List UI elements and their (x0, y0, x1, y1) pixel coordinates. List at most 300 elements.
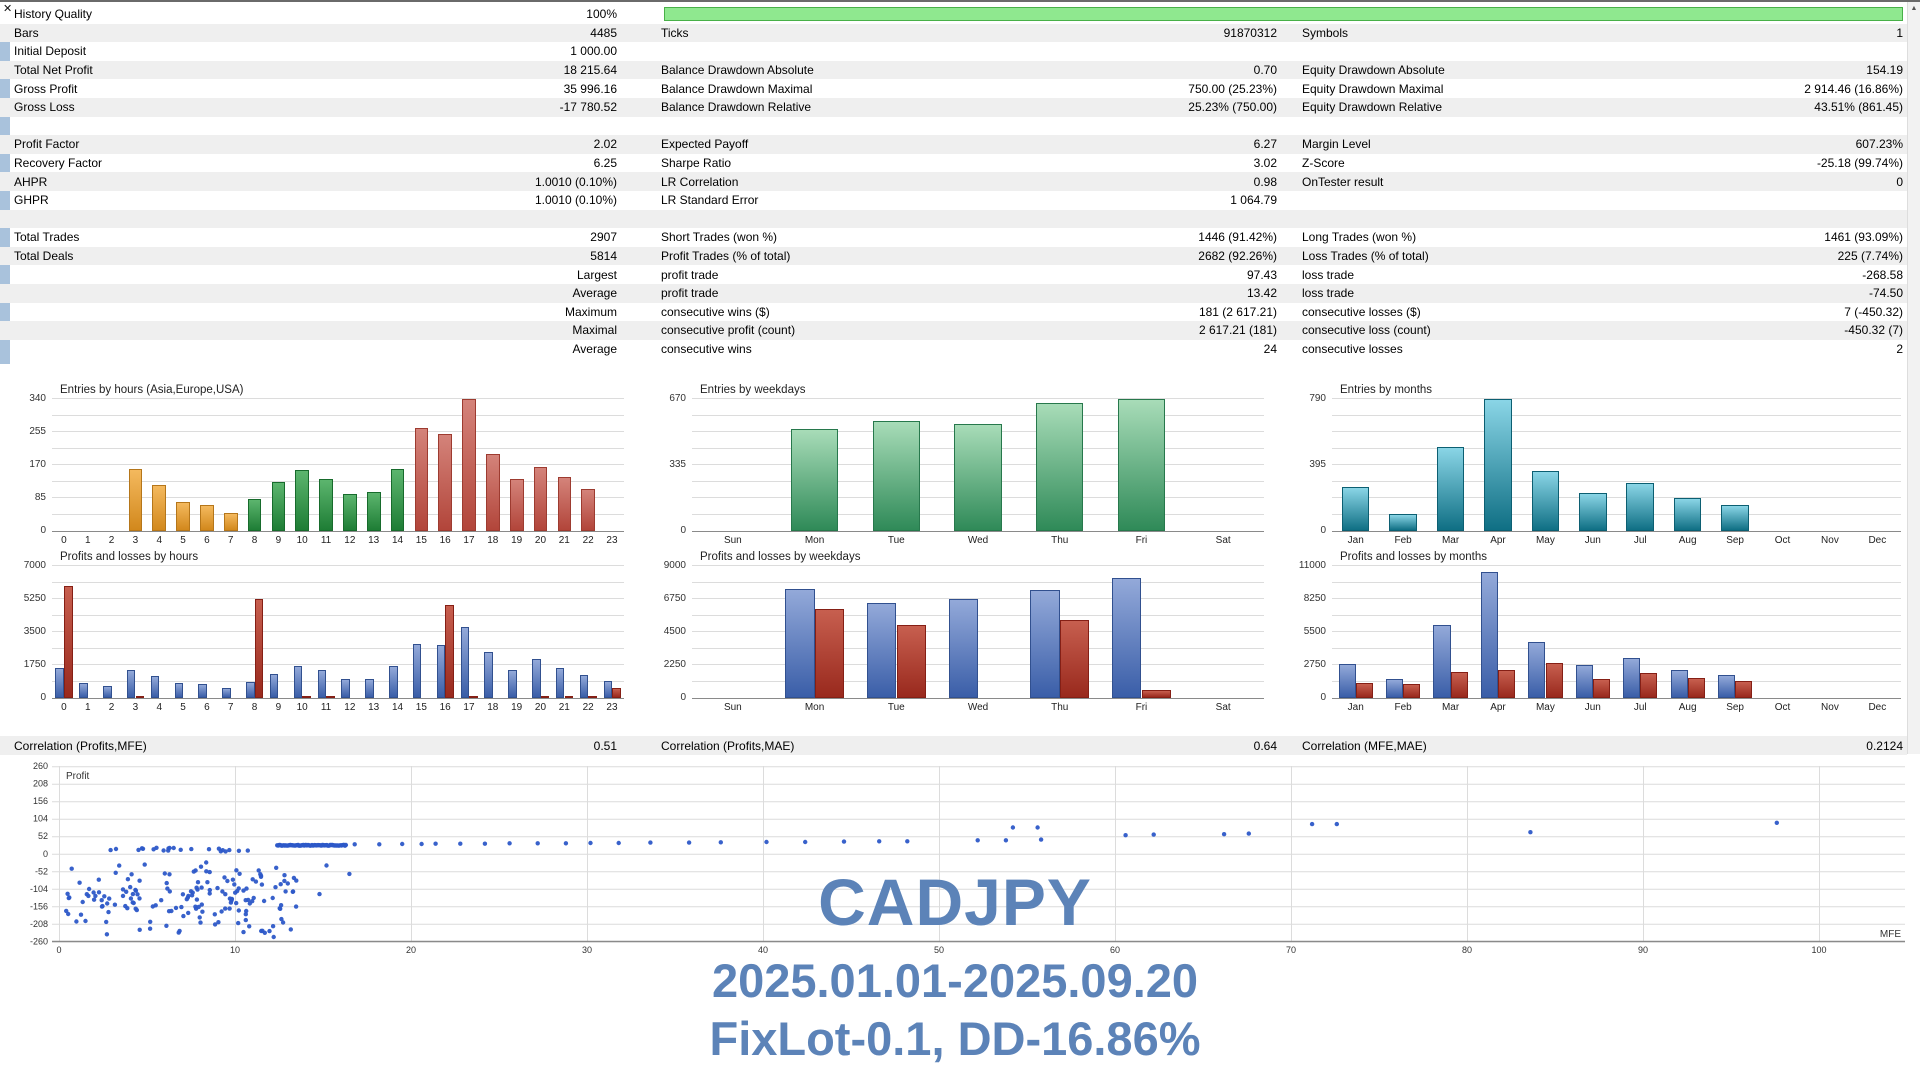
x-tick-label: 7 (227, 535, 234, 546)
x-tick-label: 20 (405, 945, 417, 955)
y-tick-label: -52 (34, 866, 48, 877)
scatter-point (161, 848, 165, 852)
table-row (0, 303, 1907, 322)
stat-label: profit trade (661, 286, 719, 301)
y-tick-label: 255 (29, 426, 46, 437)
chart-profits-losses-by-hours (8, 552, 630, 718)
x-tick-label: Fri (1135, 535, 1148, 546)
stat-cell (640, 100, 1280, 114)
bar-Feb (1386, 679, 1403, 698)
table-row (0, 154, 1907, 173)
scatter-point (246, 848, 250, 852)
stat-cell (0, 342, 640, 356)
x-tick-label: Thu (1051, 535, 1069, 546)
bar-16 (437, 645, 446, 698)
x-tick-label: 8 (251, 535, 258, 546)
stat-value: 181 (2 617.21) (1198, 304, 1277, 319)
x-tick-label: 60 (1109, 945, 1121, 955)
x-tick-label: 2 (108, 535, 115, 546)
bar-Fri (1112, 578, 1141, 698)
scatter-point (842, 839, 846, 843)
stat-value: 225 (7.74%) (1837, 249, 1903, 264)
bar-15 (413, 644, 422, 698)
scatter-point (353, 842, 357, 846)
stat-label: OnTester result (1302, 174, 1384, 189)
stat-label: Total Deals (14, 249, 74, 264)
stat-cell (0, 268, 640, 282)
stat-cell (640, 82, 1280, 96)
y-tick-label: 0 (1320, 692, 1326, 703)
x-tick-label: Nov (1821, 535, 1839, 546)
bar-2 (103, 686, 112, 698)
scatter-point (976, 838, 980, 842)
x-tick-label: Oct (1774, 702, 1791, 713)
x-tick-label: 3 (132, 702, 139, 713)
bar-Aug (1671, 670, 1688, 698)
stat-cell (640, 268, 1280, 282)
stat-value: 13.42 (1246, 286, 1277, 301)
y-tick-label: 7000 (23, 560, 46, 571)
stat-label: Recovery Factor (14, 156, 103, 171)
stat-value: 3.02 (1253, 156, 1277, 171)
y-tick-label: 260 (32, 761, 48, 772)
x-tick-label: 9 (275, 702, 282, 713)
scatter-point (1528, 830, 1532, 834)
bar-Jan (1356, 683, 1373, 698)
bar-21 (556, 668, 565, 698)
stat-label: Balance Drawdown Relative (661, 100, 812, 115)
x-tick-label: Feb (1394, 702, 1412, 713)
x-tick-label: 20 (534, 702, 547, 713)
x-tick-label: 30 (581, 945, 593, 955)
stat-cell (1280, 156, 1907, 170)
stat-label: Loss Trades (% of total) (1302, 249, 1429, 264)
scatter-point (237, 849, 241, 853)
close-icon[interactable]: ✕ (3, 3, 13, 15)
bar-3 (129, 469, 143, 531)
gridline (52, 398, 624, 399)
y-tick-label: 670 (669, 393, 686, 404)
chart-title: Entries by hours (Asia,Europe,USA) (60, 384, 244, 396)
x-tick-label: Sun (723, 535, 742, 546)
stat-value: -450.32 (7) (1844, 323, 1903, 338)
gridline (1332, 582, 1901, 583)
stat-value: -25.18 (99.74%) (1816, 156, 1903, 171)
bar-20 (541, 696, 550, 698)
bar-Mon (785, 589, 814, 698)
x-tick-label: 100 (1811, 945, 1827, 955)
stat-label: Equity Drawdown Maximal (1302, 81, 1444, 96)
y-tick-label: 9000 (663, 560, 686, 571)
bar-Sep (1718, 675, 1735, 698)
bar-11 (318, 670, 327, 698)
bar-Wed (954, 424, 1001, 531)
x-tick-label: Sat (1215, 535, 1231, 546)
stat-label: Gross Profit (14, 81, 78, 96)
bar-23 (612, 688, 621, 698)
chart-plot (1332, 566, 1901, 699)
gridline (692, 598, 1264, 599)
scatter-point (344, 843, 348, 847)
y-axis-labels (1288, 393, 1328, 536)
gridline (52, 448, 624, 449)
x-tick-label: 90 (1637, 945, 1649, 955)
stat-value: 18 215.64 (563, 63, 617, 78)
gridline (1332, 497, 1901, 498)
x-tick-label: 15 (415, 535, 427, 546)
y-axis-title: Profit (66, 771, 90, 782)
bar-Jul (1626, 483, 1654, 531)
bar-4 (152, 485, 166, 531)
bar-7 (222, 688, 231, 698)
bar-Jan (1339, 664, 1356, 698)
bar-11 (319, 479, 333, 531)
y-tick-label: 2250 (663, 659, 686, 670)
x-tick-label: 11 (320, 702, 332, 713)
bar-Jun (1593, 679, 1610, 698)
stat-cell (1280, 323, 1907, 337)
y-tick-label: 2750 (1303, 659, 1326, 670)
bar-Tue (897, 625, 926, 698)
correlation-profits-mfe-label: Correlation (Profits,MFE) (14, 738, 147, 753)
stat-value: 25.23% (750.00) (1188, 100, 1277, 115)
x-tick-label: Sat (1215, 702, 1231, 713)
bar-16 (445, 605, 454, 698)
scatter-point (141, 847, 145, 851)
stat-cell (0, 193, 640, 207)
x-tick-label: Sep (1726, 702, 1744, 713)
scatter-point (433, 842, 437, 846)
stat-value: 35 996.16 (563, 81, 617, 96)
table-row (0, 228, 1907, 247)
bar-8 (255, 599, 264, 698)
y-tick-label: 0 (1320, 525, 1326, 536)
chart-title: Entries by months (1340, 384, 1433, 396)
x-tick-label: Jul (1633, 535, 1647, 546)
table-row (0, 247, 1907, 266)
y-tick-label: -156 (29, 901, 48, 912)
bar-Tue (867, 603, 896, 698)
stat-label: Ticks (661, 25, 689, 40)
table-row (0, 79, 1907, 98)
bar-14 (391, 469, 405, 531)
stat-value: 100% (586, 7, 617, 22)
y-tick-label: 790 (1309, 393, 1326, 404)
stat-label: Profit Factor (14, 137, 80, 152)
x-tick-label: 14 (391, 535, 404, 546)
chart-profits-losses-by-months (1288, 552, 1907, 718)
bar-15 (415, 428, 429, 531)
table-row (0, 340, 1907, 359)
stat-cell (640, 26, 1280, 40)
x-tick-label: Fri (1135, 702, 1148, 713)
chart-title: Entries by weekdays (700, 384, 806, 396)
x-tick-label: Aug (1678, 702, 1697, 713)
x-tick-label: 15 (415, 702, 427, 713)
y-tick-label: -208 (29, 918, 48, 929)
stat-value: 43.51% (861.45) (1814, 100, 1903, 115)
bar-Apr (1481, 572, 1498, 698)
stat-value: 2 (1896, 341, 1903, 356)
x-tick-label: 1 (84, 535, 91, 546)
history-quality-progressbar (664, 7, 1903, 21)
overlay-settings: FixLot-0.1, DD-16.86% (709, 1012, 1201, 1065)
x-tick-label: 5 (180, 535, 186, 546)
x-tick-label: 40 (757, 945, 769, 955)
stat-label: loss trade (1302, 267, 1355, 282)
x-tick-label: Jul (1633, 702, 1647, 713)
x-tick-label: 20 (534, 535, 547, 546)
x-tick-label: 13 (368, 702, 380, 713)
bar-13 (367, 492, 381, 531)
stat-cell (0, 323, 640, 337)
bar-Jul (1623, 658, 1640, 698)
x-axis-title: MFE (1879, 929, 1901, 940)
gridline (692, 631, 1264, 632)
scatter-point (764, 840, 768, 844)
bar-22 (581, 489, 595, 531)
x-tick-label: Apr (1490, 535, 1506, 546)
x-tick-label: 23 (606, 702, 618, 713)
bar-Jun (1579, 493, 1607, 531)
scatter-point (1310, 822, 1314, 826)
table-row (0, 61, 1907, 80)
x-tick-label: 0 (56, 945, 62, 955)
x-tick-label: 14 (391, 702, 404, 713)
gridline (52, 598, 624, 599)
y-tick-label: -260 (29, 936, 48, 947)
scatter-point (189, 847, 193, 851)
stat-label: History Quality (14, 7, 93, 22)
stat-value: 750.00 (25.23%) (1188, 81, 1277, 96)
x-axis-labels (1332, 535, 1901, 546)
y-axis-labels (648, 560, 688, 703)
table-row (0, 265, 1907, 284)
chart-title: Profits and losses by hours (60, 551, 199, 563)
stat-label: profit trade (661, 267, 719, 282)
y-axis-labels (648, 393, 688, 536)
scatter-point (1123, 833, 1127, 837)
scatter-point (1247, 831, 1251, 835)
stat-value: 154.19 (1866, 63, 1903, 78)
gridline (52, 431, 624, 432)
stat-cell (1280, 342, 1907, 356)
bar-Thu (1036, 403, 1083, 531)
stat-label: Balance Drawdown Maximal (661, 81, 813, 96)
x-tick-label: Feb (1394, 535, 1412, 546)
stat-label: consecutive wins ($) (661, 304, 770, 319)
bar-22 (588, 696, 597, 698)
scatter-point (377, 842, 381, 846)
x-axis-labels (52, 702, 624, 713)
bar-17 (461, 627, 470, 698)
bar-9 (270, 674, 279, 698)
scatter-point (1222, 832, 1226, 836)
table-row (0, 135, 1907, 154)
scatter-point (1152, 832, 1156, 836)
x-tick-label: 22 (582, 535, 594, 546)
x-tick-label: 19 (511, 702, 523, 713)
x-axis-labels (1332, 702, 1901, 713)
gridline (692, 582, 1264, 583)
stat-label: Total Net Profit (14, 63, 93, 78)
stat-label: Sharpe Ratio (661, 156, 732, 171)
scatter-point (136, 848, 140, 852)
bar-8 (248, 499, 262, 531)
scatter-point (172, 846, 176, 850)
table-row (0, 284, 1907, 303)
y-tick-label: 3500 (23, 626, 46, 637)
scatter-point (207, 847, 211, 851)
y-tick-label: 0 (40, 692, 46, 703)
stat-value: 5814 (590, 249, 617, 264)
gridline (52, 415, 624, 416)
stat-value: -74.50 (1868, 286, 1903, 301)
x-tick-label: 9 (275, 535, 282, 546)
x-tick-label: 2 (108, 702, 115, 713)
gridline (692, 415, 1264, 416)
y-tick-label: 335 (669, 459, 686, 470)
x-tick-label: May (1535, 702, 1555, 713)
bar-Sep (1721, 505, 1749, 531)
stat-cell (640, 323, 1280, 337)
gridline (52, 615, 624, 616)
x-tick-label: Dec (1868, 702, 1887, 713)
stat-label: Short Trades (won %) (661, 230, 778, 245)
stat-cell (640, 249, 1280, 263)
stat-value: Maximal (572, 323, 617, 338)
y-tick-label: 0 (680, 525, 686, 536)
x-tick-label: 0 (61, 702, 67, 713)
x-tick-label: 12 (344, 535, 356, 546)
bar-0 (55, 668, 64, 698)
y-tick-label: 0 (680, 692, 686, 703)
scatter-point (507, 841, 511, 845)
x-tick-label: Sep (1726, 535, 1744, 546)
table-row (0, 98, 1907, 117)
gridline (52, 464, 624, 465)
stat-label: Gross Loss (14, 100, 75, 115)
stat-label: Profit Trades (% of total) (661, 249, 791, 264)
bar-10 (302, 696, 311, 698)
gridline (1332, 464, 1901, 465)
bar-Thu (1030, 590, 1059, 698)
x-tick-label: Mar (1441, 535, 1460, 546)
stat-value: 7 (-450.32) (1844, 304, 1903, 319)
stat-label: Initial Deposit (14, 44, 87, 59)
scroll-up-icon[interactable]: ▲ (1910, 5, 1918, 12)
x-tick-label: 3 (132, 535, 139, 546)
stat-value: 4485 (590, 25, 617, 40)
x-tick-label: Dec (1868, 535, 1887, 546)
overlay-symbol: CADJPY (818, 865, 1092, 939)
x-tick-label: 23 (606, 535, 618, 546)
stat-cell (1280, 63, 1907, 77)
stat-value: 6.27 (1253, 137, 1277, 152)
stat-label: consecutive profit (count) (661, 323, 796, 338)
stat-label: Symbols (1302, 25, 1349, 40)
scatter-point (166, 846, 170, 850)
chart-title: Profits and losses by months (1340, 551, 1488, 563)
bar-May (1532, 471, 1560, 531)
stat-cell (0, 249, 640, 263)
stat-value: 97.43 (1246, 267, 1277, 282)
y-tick-label: 0 (40, 525, 46, 536)
x-tick-label: 12 (344, 702, 356, 713)
x-tick-label: Aug (1678, 535, 1697, 546)
gridline (692, 615, 1264, 616)
stat-label: consecutive losses ($) (1302, 304, 1421, 319)
x-tick-label: Jan (1347, 702, 1364, 713)
bar-13 (365, 679, 374, 698)
stat-cell (640, 305, 1280, 319)
bar-10 (294, 666, 303, 698)
stat-cell (1280, 26, 1907, 40)
stat-cell (0, 137, 640, 151)
stat-value: 0 (1896, 174, 1903, 189)
bar-12 (341, 679, 350, 698)
stat-label: Z-Score (1302, 156, 1345, 171)
table-row (0, 42, 1907, 61)
gridline (1332, 514, 1901, 515)
x-tick-label: Wed (967, 702, 989, 713)
gridline (692, 565, 1264, 566)
stat-cell (1280, 137, 1907, 151)
stat-label: LR Correlation (661, 174, 739, 189)
stat-label: LR Standard Error (661, 193, 759, 208)
bar-12 (343, 494, 357, 531)
gridline (52, 648, 624, 649)
x-tick-label: 4 (156, 702, 162, 713)
bar-Feb (1403, 684, 1420, 698)
stat-cell (640, 342, 1280, 356)
scatter-point (219, 849, 223, 853)
x-tick-label: 21 (558, 702, 570, 713)
bar-21 (558, 477, 572, 531)
stat-cell (1280, 100, 1907, 114)
bar-Mon (815, 609, 844, 698)
x-axis-labels (692, 702, 1264, 713)
vertical-scrollbar[interactable] (1907, 2, 1920, 754)
scatter-point (400, 842, 404, 846)
stat-label: Equity Drawdown Absolute (1302, 63, 1445, 78)
bar-1 (79, 683, 88, 698)
bar-17 (469, 696, 478, 698)
y-tick-label: 11000 (1298, 560, 1326, 571)
x-tick-label: 16 (439, 702, 451, 713)
x-tick-label: 10 (296, 535, 308, 546)
y-tick-label: 6750 (663, 593, 686, 604)
x-tick-label: 8 (251, 702, 258, 713)
x-tick-label: Tue (887, 702, 905, 713)
stat-value: -268.58 (1862, 267, 1903, 282)
correlation-profits-mae-label: Correlation (Profits,MAE) (661, 738, 795, 753)
x-tick-label: 50 (933, 945, 945, 955)
gridline (1332, 398, 1901, 399)
bar-Wed (949, 599, 978, 698)
bar-16 (438, 434, 452, 531)
x-tick-label: 4 (156, 535, 162, 546)
scatter-point (877, 839, 881, 843)
scatter-point (1775, 821, 1779, 825)
x-tick-label: Mar (1441, 702, 1460, 713)
y-tick-label: 4500 (663, 626, 686, 637)
bar-10 (295, 470, 309, 531)
x-tick-label: 6 (204, 702, 210, 713)
x-tick-label: Apr (1490, 702, 1506, 713)
bar-Aug (1688, 678, 1705, 698)
stat-cell (0, 7, 640, 21)
